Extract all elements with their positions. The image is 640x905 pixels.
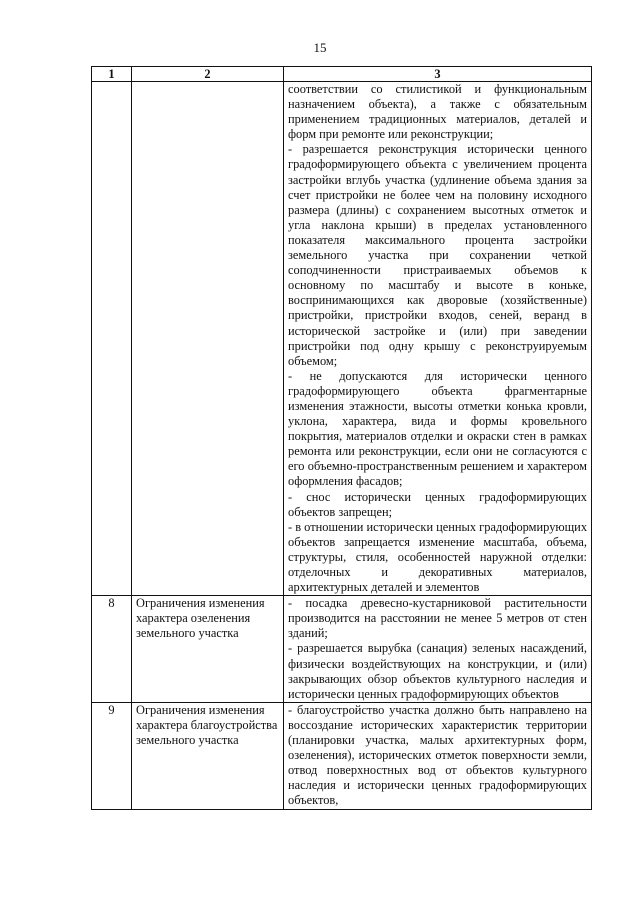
row-number: 9 (92, 702, 132, 809)
row-name: Ограничения изменения характера благоустройства земельного участка (132, 702, 284, 809)
description-paragraph: - посадка древесно-кустарниковой растительности производится на расстоянии не менее 5 метров от стен зданий; (288, 596, 587, 641)
description-paragraph: - снос исторически ценных градоформирующих объектов запрещен; (288, 489, 587, 519)
column-header-3: 3 (284, 67, 592, 82)
column-header-2: 2 (132, 67, 284, 82)
row-name (132, 82, 284, 596)
row-name: Ограничения изменения характера озеленения земельного участка (132, 596, 284, 703)
row-description (284, 82, 592, 596)
column-header-1: 1 (92, 67, 132, 82)
table-row (92, 596, 592, 703)
page-number: 15 (313, 40, 327, 55)
description-paragraph: - разрешается реконструкция исторически ценного градоформирующего объекта с увеличением процента застройки вглубь участка (удлинение объема здания за счет пристройки не более чем на половину исходного размера (длины) с сохранением высотных отметок и угла наклона крыши) в пределах установленного показателя максимального процента застройки земельного участка при сохранении четкой соподчиненности пристраиваемых объемов к основному по масштабу и высоте в коньке, воспринимающихся как дворовые (хозяйственные) пристройки, пристройки входов, сеней, веранд в исторической застройке и (или) при заведении пристройки под одну крышу с реконструируемым объемом; (288, 142, 587, 368)
row-description (284, 702, 592, 809)
table-row (92, 82, 592, 596)
description-paragraph: соответствии со стилистикой и функциональным назначением объекта), а также с обязательным применением традиционных материалов, деталей и форм при ремонте или реконструкции; (288, 82, 587, 142)
description-paragraph: - не допускаются для исторически ценного градоформирующего объекта фрагментарные изменения этажности, высоты отметки конька кровли, уклона, характера, вида и формы кровельного покрытия, материалов отделки и окраски стен в рамках ремонта или реконструкции, если они не согласуются с его объемно-пространственным решением и характером оформления фасадов; (288, 368, 587, 489)
row-description (284, 596, 592, 703)
table-header-row (92, 67, 592, 82)
table-row (92, 702, 592, 809)
restrictions-table (91, 66, 592, 810)
row-number (92, 82, 132, 596)
description-paragraph: - в отношении исторически ценных градоформирующих объектов запрещается изменение масштаба, объема, структуры, стиля, особенностей наружной отделки: отделочных и декоративных материалов, архитектурных деталей и элементов (288, 519, 588, 595)
description-paragraph: - благоустройство участка должно быть направлено на воссоздание исторических характеристик территории (планировки участка, малых архитектурных форм, озеленения), исторических отметок поверхности земли, отвод поверхностных вод от объектов культурного наследия и исторически ценных градоформирующих объектов, (288, 702, 587, 808)
row-number: 8 (92, 596, 132, 703)
description-paragraph: - разрешается вырубка (санация) зеленых насаждений, физически воздействующих на конструкции, и (или) закрывающих обзор объектов культурного наследия и исторически ценных градоформирующих объектов (288, 641, 587, 701)
